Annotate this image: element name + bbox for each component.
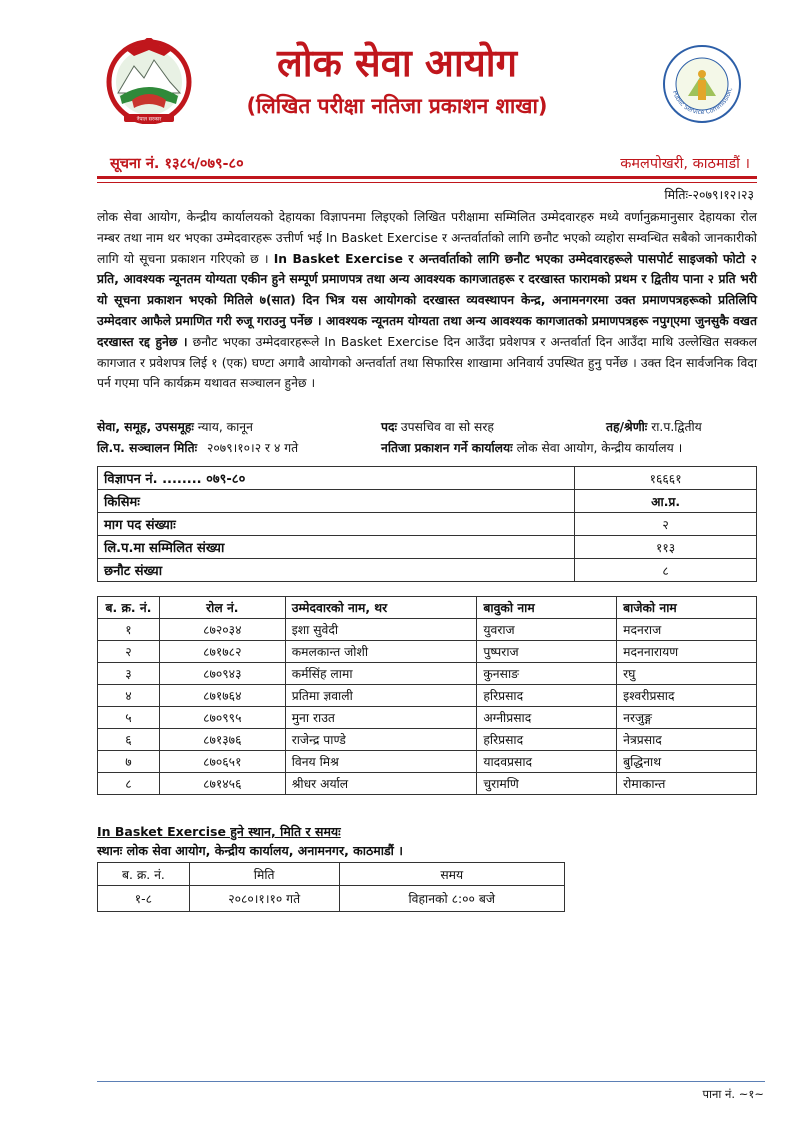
table-row: [98, 619, 757, 641]
commission-seal: [662, 44, 742, 124]
cell-roll-no: ८७२०३४: [159, 619, 285, 641]
table-header-row: [98, 863, 565, 886]
cell-candidate-name: मुना राउत: [285, 707, 477, 729]
cell-father-name: युवराज: [477, 619, 617, 641]
cell-serial: ७: [98, 751, 160, 773]
cell-candidate-name: कर्मसिंह लामा: [285, 663, 477, 685]
cell-candidate-name: इशा सुवेदी: [285, 619, 477, 641]
table-row: [98, 707, 757, 729]
summary-row: [98, 536, 757, 559]
cell-candidate-name: श्रीधर अर्याल: [285, 773, 477, 795]
schedule-time: विहानको ८:०० बजे: [339, 886, 565, 912]
col-header-roll: रोल नं.: [159, 597, 285, 619]
level-meta: [606, 418, 702, 435]
cell-candidate-name: कमलकान्त जोशी: [285, 641, 477, 663]
service-meta: [97, 418, 253, 435]
summary-value: २: [575, 513, 757, 536]
footer-rule: [97, 1081, 765, 1082]
post-label: पदः: [381, 420, 397, 434]
cell-serial: ४: [98, 685, 160, 707]
cell-roll-no: ८७१४५६: [159, 773, 285, 795]
exam-date-label: लि.प. सञ्चालन मितिः: [97, 441, 198, 455]
summary-label: विज्ञापन नं. ........ ०७९-८०: [98, 467, 575, 490]
page-title: लोक सेवा आयोग: [276, 41, 518, 85]
summary-value: १६६६१: [575, 467, 757, 490]
cell-roll-no: ८७१७८२: [159, 641, 285, 663]
cell-father-name: पुष्पराज: [477, 641, 617, 663]
post-value: उपसचिव वा सो सरह: [400, 420, 494, 434]
cell-serial: ५: [98, 707, 160, 729]
table-row: [98, 773, 757, 795]
post-meta: [381, 418, 494, 435]
cell-grandfather-name: नेत्रप्रसाद: [617, 729, 757, 751]
col-header-date: मिति: [189, 863, 339, 886]
table-row: [98, 751, 757, 773]
cell-roll-no: ८७०९४३: [159, 663, 285, 685]
cell-roll-no: ८७१७६४: [159, 685, 285, 707]
summary-label: किसिमः: [98, 490, 575, 513]
summary-row: [98, 490, 757, 513]
cell-father-name: हरिप्रसाद: [477, 729, 617, 751]
cell-grandfather-name: बुद्धिनाथ: [617, 751, 757, 773]
table-row: [98, 685, 757, 707]
cell-serial: ८: [98, 773, 160, 795]
col-header-grandfather: बाजेको नाम: [617, 597, 757, 619]
table-row: [98, 641, 757, 663]
schedule-date: २०८०।१।१० गते: [189, 886, 339, 912]
col-header-time: समय: [339, 863, 565, 886]
cell-grandfather-name: नरजुङ्ग: [617, 707, 757, 729]
cell-father-name: अग्नीप्रसाद: [477, 707, 617, 729]
para-closing: छनौट भएका उम्मेदवारहरूले In Basket Exercise दिन आउँदा प्रवेशपत्र र अन्तर्वार्ता दिन आउँदा माथि उल्लेखित सक्कल कागजात र प्रवेशपत्र लिई १ (एक) घण्टा अगावै आयोगको अन्तर्वार्ता तथा सिफारिस शाखामा अनिवार्य उपस्थित हुनु पर्नेछ । उक्त दिन सार्वजनिक विदा पर्न गएमा पनि कार्यक्रम यथावत सञ्चालन हुनेछ ।: [97, 334, 757, 391]
basket-schedule-table: [97, 862, 565, 912]
summary-row: [98, 513, 757, 536]
cell-father-name: यादवप्रसाद: [477, 751, 617, 773]
service-label: सेवा, समूह, उपसमूहः: [97, 420, 194, 434]
summary-value: ८: [575, 559, 757, 582]
basket-place: स्थानः लोक सेवा आयोग, केन्द्रीय कार्यालय, अनामनगर, काठमाडौं ।: [97, 843, 404, 858]
col-header-father: बावुको नाम: [477, 597, 617, 619]
cell-roll-no: ८७०९९५: [159, 707, 285, 729]
exam-date-value: २०७९।१०।२ र ४ गते: [207, 441, 299, 455]
summary-label: छनौट संख्या: [98, 559, 575, 582]
col-header-serial: ब. क्र. नं.: [98, 863, 190, 886]
schedule-serial: १-८: [98, 886, 190, 912]
table-row: [98, 886, 565, 912]
cell-serial: १: [98, 619, 160, 641]
cell-serial: २: [98, 641, 160, 663]
cell-grandfather-name: मदनराज: [617, 619, 757, 641]
emblem-text: नेपाल सरकार: [136, 116, 162, 123]
header-rule: [97, 176, 757, 179]
cell-father-name: चुरामणि: [477, 773, 617, 795]
table-header-row: [98, 597, 757, 619]
table-row: [98, 663, 757, 685]
level-value: रा.प.द्वितीय: [651, 420, 702, 434]
cell-candidate-name: राजेन्द्र पाण्डे: [285, 729, 477, 751]
header-rule-thin: [97, 182, 757, 183]
office-label: नतिजा प्रकाशन गर्ने कार्यालयः: [381, 441, 513, 455]
office-meta: [381, 439, 682, 456]
summary-row: [98, 559, 757, 582]
selected-candidates-table: [97, 596, 757, 795]
para-bold-instructions: In Basket Exercise र अन्तर्वार्ताको लागि छनौट भएका उम्मेदवारहरूले पासपोर्ट साइजको फोटो २ प्रति, आवश्यक न्यूनतम योग्यता एकीन हुने सम्पूर्ण प्रमाणपत्र तथा अन्य आवश्यक कागजातहरू र दरखास्त फारामको प्रथम र द्वितीय पाना २ प्रति भरी यो सूचना प्रकाशन भएको मितिले ७(सात) दिन भित्र यस आयोगको दरखास्त व्यवस्थापन केन्द्र, अनामनगरमा उक्त प्रमाणपत्रहरूको प्रतिलिपि उम्मेदवार आफैले प्रमाणित गरी रुजू गराउनु पर्नेछ । आवश्यक न्यूनतम योग्यता तथा अन्य आवश्यक कागजातको प्रमाणपत्रहरू नपुग्एमा जुनसुकै वखत दरखास्त रद्द हुनेछ ।: [97, 251, 757, 349]
cell-grandfather-name: रोमाकान्त: [617, 773, 757, 795]
cell-father-name: कुनसाङ: [477, 663, 617, 685]
office-location: कमलपोखरी, काठमाडौं ।: [620, 156, 750, 172]
seal-text: Public Service Commission,: [670, 87, 734, 117]
summary-label: लि.प.मा सम्मिलित संख्या: [98, 536, 575, 559]
office-value: लोक सेवा आयोग, केन्द्रीय कार्यालय ।: [516, 441, 683, 455]
summary-label: माग पद संख्याः: [98, 513, 575, 536]
cell-candidate-name: विनय मिश्र: [285, 751, 477, 773]
summary-value: आ.प्र.: [575, 490, 757, 513]
service-value: न्याय, कानून: [197, 420, 253, 434]
table-row: [98, 729, 757, 751]
para-intro: लोक सेवा आयोग, केन्द्रीय कार्यालयको देहायका विज्ञापनमा लिइएको लिखित परीक्षामा सम्मिलित उम्मेदवारहरु मध्ये वर्णानुक्रमानुसार देहायका रोल नम्बर तथा नाम थर भएका उम्मेदवारहरू उत्तीर्ण भई In Basket Exercise र अन्तर्वार्ताको लागि छनौट भएको व्यहोरा सम्वन्धित सबैको जानकारीको लागि यो सूचना प्रकाशन गरिएको छ ।: [97, 210, 757, 266]
page-subtitle: (लिखित परीक्षा नतिजा प्रकाशन शाखा): [246, 94, 548, 118]
summary-row: [98, 467, 757, 490]
summary-value: ११३: [575, 536, 757, 559]
cell-serial: ३: [98, 663, 160, 685]
cell-serial: ६: [98, 729, 160, 751]
notice-date: मितिः-२०७९।१२।२३: [664, 187, 754, 202]
cell-roll-no: ८७०६५१: [159, 751, 285, 773]
advertisement-summary-table: [97, 466, 757, 582]
cell-father-name: हरिप्रसाद: [477, 685, 617, 707]
cell-grandfather-name: मदननारायण: [617, 641, 757, 663]
level-label: तह/श्रेणीः: [606, 420, 648, 434]
page-number: पाना नं. ~१~: [702, 1087, 764, 1101]
cell-candidate-name: प्रतिमा ज्ञवाली: [285, 685, 477, 707]
cell-grandfather-name: रघु: [617, 663, 757, 685]
basket-heading: In Basket Exercise हुने स्थान, मिति र समयः: [97, 824, 341, 839]
notice-number: सूचना नं. १३८५/०७९-८०: [110, 156, 244, 172]
col-header-name: उम्मेदवारको नाम, थर: [285, 597, 477, 619]
cell-roll-no: ८७१३७६: [159, 729, 285, 751]
cell-grandfather-name: इश्वरीप्रसाद: [617, 685, 757, 707]
col-header-serial: ब. क्र. नं.: [98, 597, 160, 619]
notice-paragraph: [97, 207, 757, 394]
exam-date-meta: [97, 439, 298, 456]
